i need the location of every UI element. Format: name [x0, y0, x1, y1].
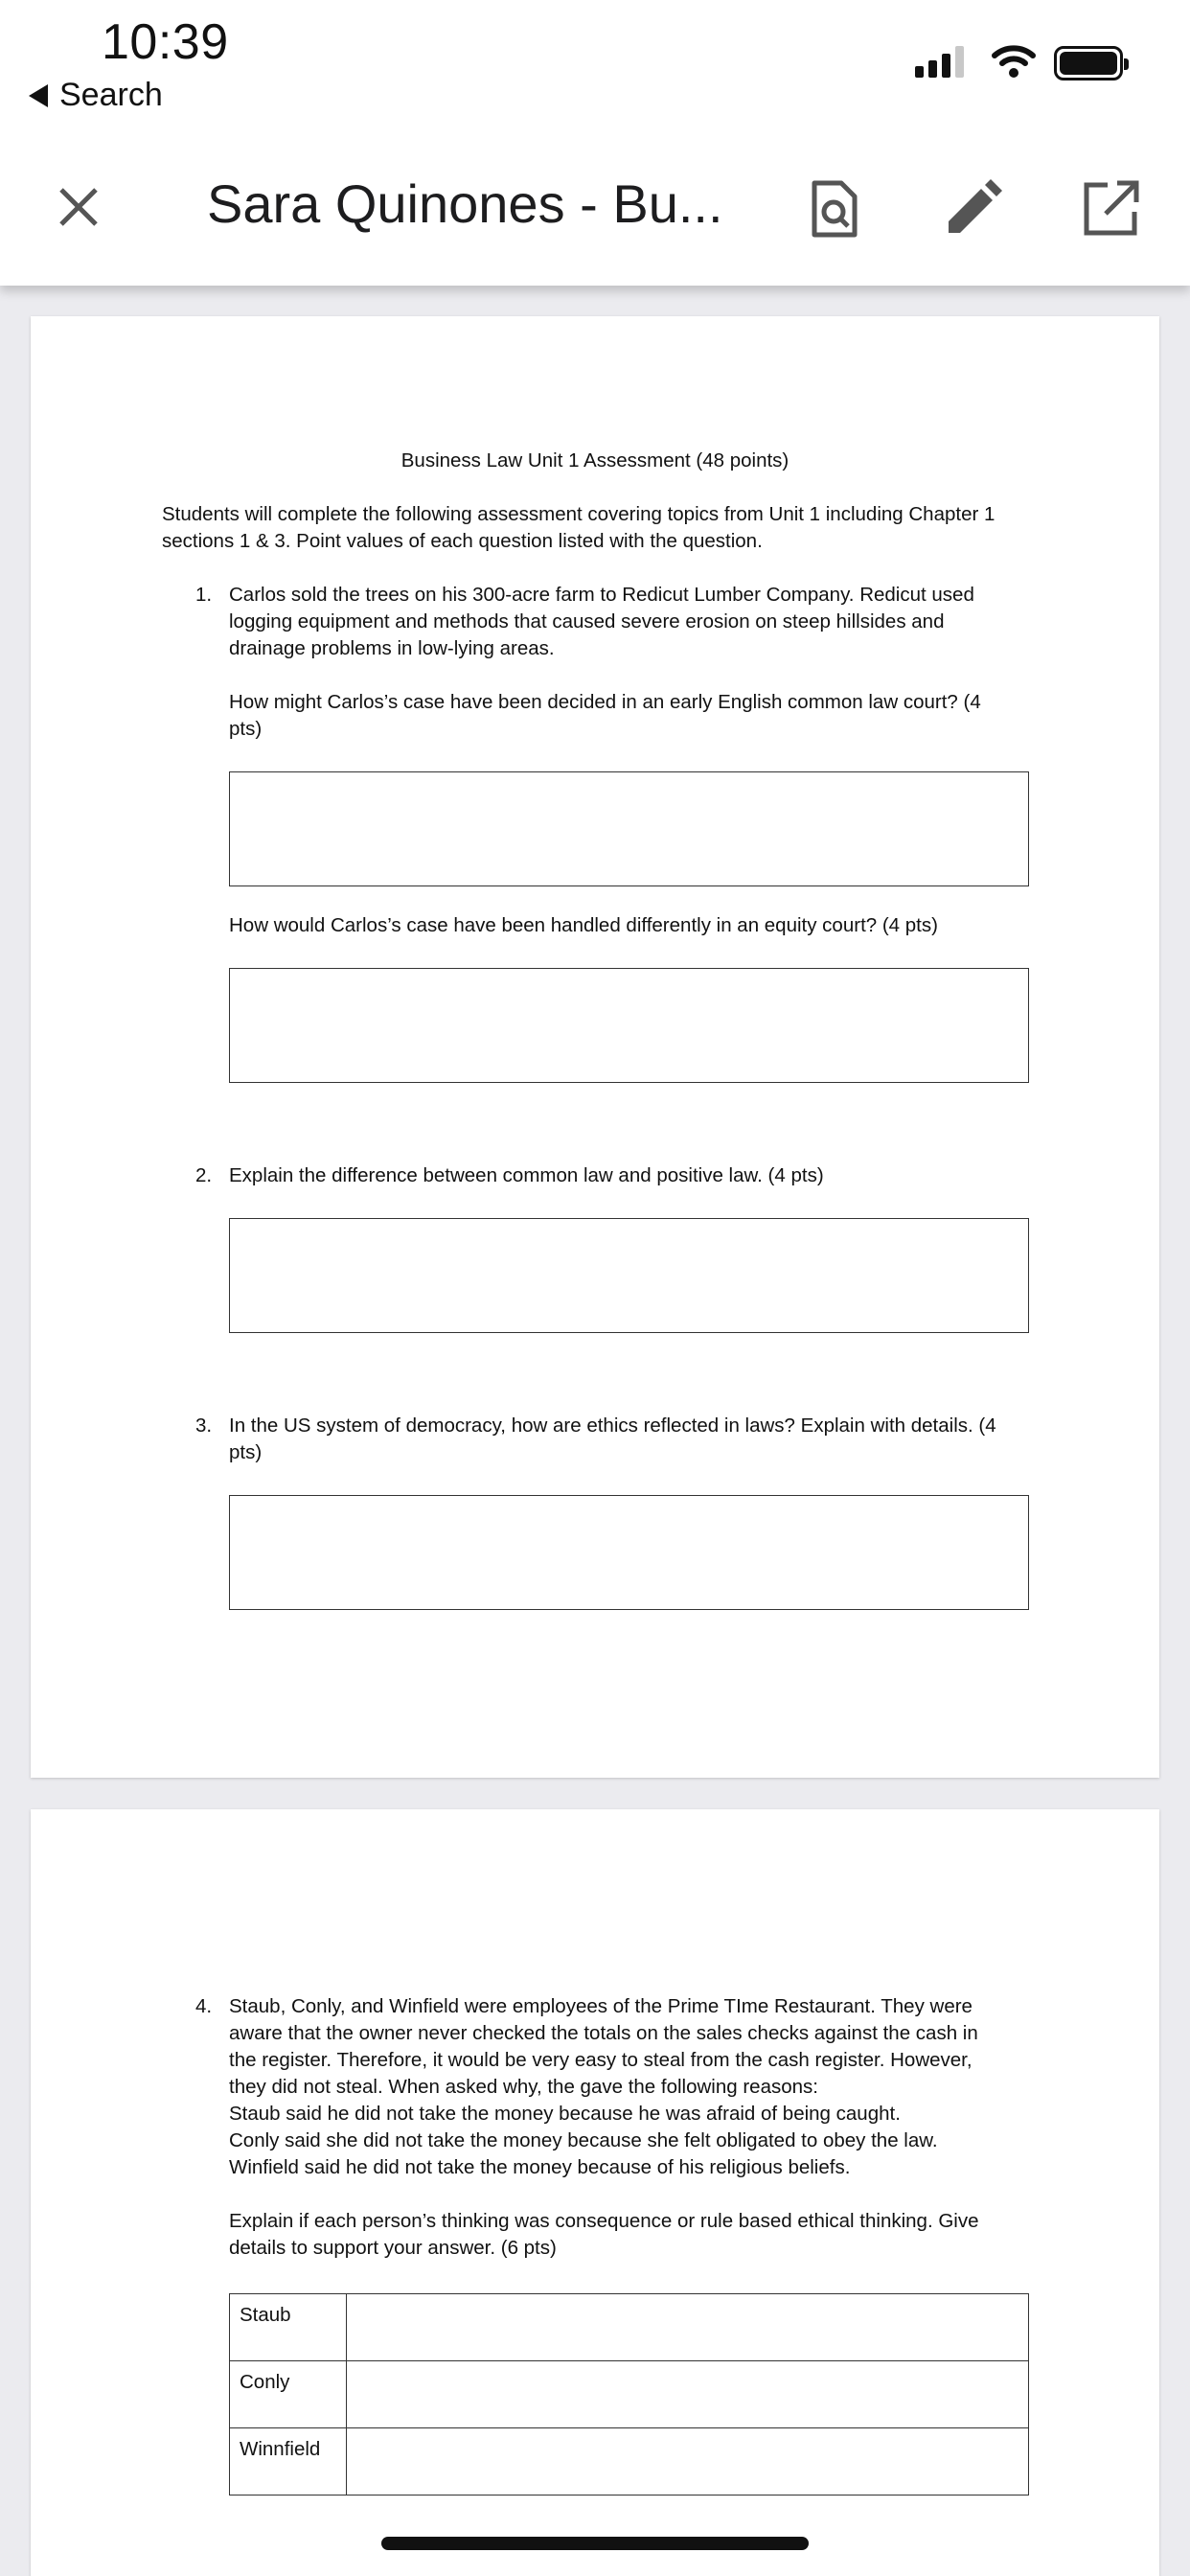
q4-text-line-2: aware that the owner never checked the totals on the sales checks against the cash in [229, 2022, 978, 2044]
q4-text-line-6: Conly said she did not take the money because she felt obligated to obey the law. [229, 2129, 938, 2151]
q1-number: 1. [195, 584, 213, 606]
q1-text-line-1: Carlos sold the trees on his 300-acre farm to Redicut Lumber Company. Redicut used [229, 584, 974, 606]
table-row [230, 2428, 1029, 2496]
back-to-search-button[interactable] [29, 77, 163, 114]
back-arrow-icon [29, 84, 48, 107]
q1-text-line-2: logging equipment and methods that caused severe erosion on steep hillsides and [229, 610, 945, 632]
table-row-label: Conly [230, 2361, 347, 2428]
intro-text-line-1: Students will complete the following assessment covering topics from Unit 1 including Chapter 1 [162, 503, 995, 525]
status-time: 10:39 [102, 14, 229, 70]
q1-part-a-line-1: How might Carlos’s case have been decided in an early English common law court? (4 [229, 691, 981, 713]
q3-text-line-2: pts) [229, 1441, 263, 1463]
q1-part-b-text: How would Carlos’s case have been handled differently in an equity court? (4 pts) [229, 914, 938, 936]
table-answer-cell[interactable] [347, 2428, 1029, 2496]
document-heading: Business Law Unit 1 Assessment (48 points) [400, 449, 790, 472]
q2-answer-box[interactable] [229, 1218, 1029, 1333]
cellular-signal-icon [915, 46, 964, 78]
table-answer-cell[interactable] [347, 2294, 1029, 2361]
q4-text-line-7: Winfield said he did not take the money because of his religious beliefs. [229, 2156, 851, 2178]
intro-text-line-2: sections 1 & 3. Point values of each question listed with the question. [162, 530, 763, 552]
q2-number: 2. [195, 1164, 213, 1186]
q2-text: Explain the difference between common law and positive law. (4 pts) [229, 1164, 824, 1186]
app-top-bar [0, 0, 1190, 286]
q1-part-a-answer-box[interactable] [229, 771, 1029, 886]
q1-part-a-line-2: pts) [229, 718, 263, 740]
table-answer-cell[interactable] [347, 2361, 1029, 2428]
q4-prompt-line-2: details to support your answer. (6 pts) [229, 2237, 557, 2259]
table-row [230, 2361, 1029, 2428]
find-in-document-icon[interactable] [803, 177, 866, 241]
q4-answer-table [229, 2293, 1029, 2496]
document-page-1 [31, 316, 1159, 1778]
q3-number: 3. [195, 1414, 213, 1437]
document-page-2 [31, 1809, 1159, 2576]
wifi-icon [991, 42, 1037, 80]
back-label: Search [59, 77, 163, 113]
q1-text-line-3: drainage problems in low-lying areas. [229, 637, 555, 659]
table-row-label: Winnfield [230, 2428, 347, 2496]
q3-answer-box[interactable] [229, 1495, 1029, 1610]
q3-text-line-1: In the US system of democracy, how are ethics reflected in laws? Explain with details. (4 [229, 1414, 996, 1437]
q4-text-line-1: Staub, Conly, and Winfield were employees of the Prime TIme Restaurant. They were [229, 1995, 973, 2017]
table-row [230, 2294, 1029, 2361]
q4-number: 4. [195, 1995, 213, 2017]
q4-text-line-3: the register. Therefore, it would be very easy to steal from the cash register. However, [229, 2049, 973, 2071]
document-title: Sara Quinones - Bu... [207, 173, 723, 234]
q4-text-line-4: they did not steal. When asked why, the gave the following reasons: [229, 2076, 818, 2098]
open-external-icon[interactable] [1079, 177, 1142, 241]
edit-pencil-icon[interactable] [941, 177, 1004, 241]
battery-icon [1054, 46, 1123, 80]
table-row-label: Staub [230, 2294, 347, 2361]
home-indicator[interactable] [381, 2537, 809, 2550]
q1-part-b-answer-box[interactable] [229, 968, 1029, 1083]
q4-text-line-5: Staub said he did not take the money because he was afraid of being caught. [229, 2103, 901, 2125]
close-icon[interactable] [52, 180, 105, 234]
q4-prompt-line-1: Explain if each person’s thinking was consequence or rule based ethical thinking. Give [229, 2210, 979, 2232]
